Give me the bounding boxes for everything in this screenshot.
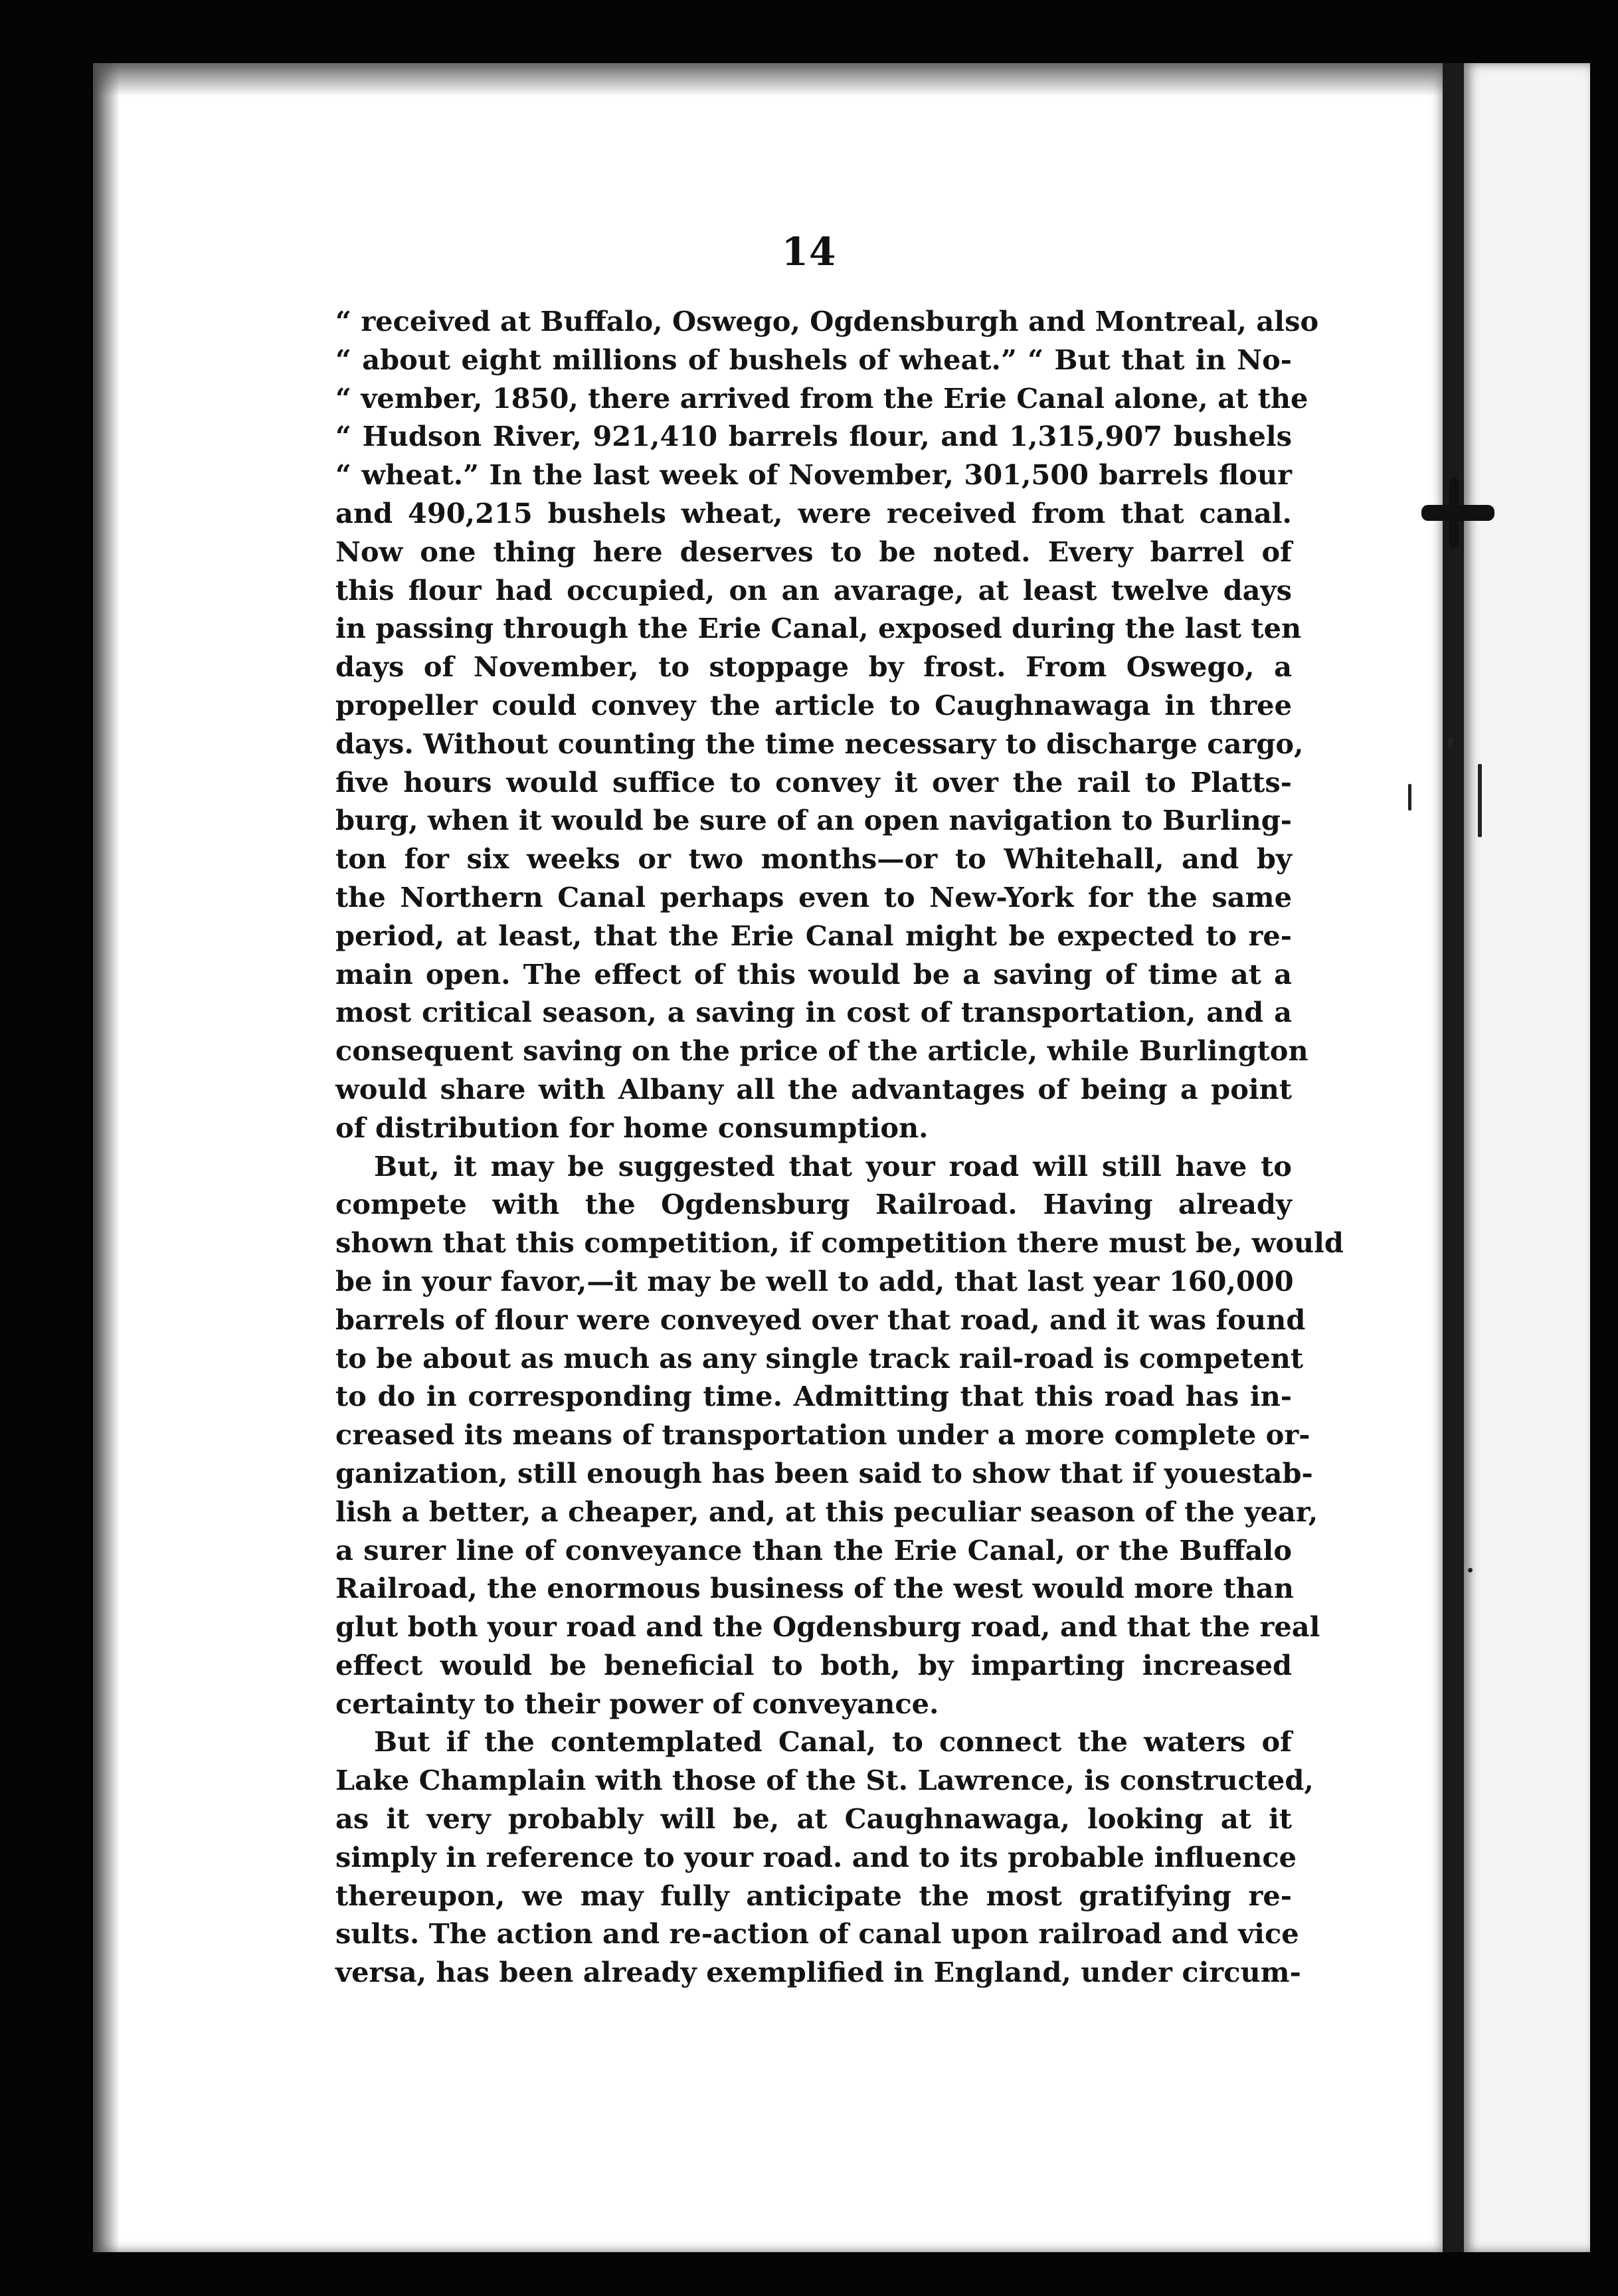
text-line: Lake Champlain with those of the St. Lawrence, is constructed, [335,1764,1314,1797]
text-line: ganization, still enough has been said to show that if youestab- [335,1456,1313,1489]
body-text [335,302,1344,1992]
text-line: barrels of flour were conveyed over that road, and it was found [335,1303,1306,1336]
scan-speck [1448,737,1453,747]
text-line: propeller could convey the article to Caughnawaga in three [335,688,1292,721]
text-line: main open. The effect of this would be a saving of time at a [335,957,1292,991]
text-line: this flour had occupied, on an avarage, at least twelve days [335,573,1292,607]
text-line: lish a better, a cheaper, and, at this peculiar season of the year, [335,1495,1318,1528]
text-line: of distribution for home consumption. [335,1111,929,1144]
text-line: But, it may be suggested that your road will still have to [374,1149,1292,1183]
text-line: Now one thing here deserves to be noted. Every barrel of [335,535,1292,568]
text-line: certainty to their power of conveyance. [335,1687,939,1720]
text-line: But if the contemplated Canal, to connect the waters of [374,1725,1292,1759]
text-line: sults. The action and re-action of canal upon railroad and vice [335,1917,1299,1951]
page-binding [1443,63,1464,2252]
adjacent-page-edge [1464,63,1590,2252]
binding-clip-bar [1421,505,1494,521]
text-line: in passing through the Erie Canal, exposed during the last ten [335,612,1302,645]
text-line: to be about as much as any single track rail-road is competent [335,1341,1304,1375]
text-line: days of November, to stoppage by frost. From Oswego, a [335,650,1292,684]
text-line: days. Without counting the time necessary to discharge cargo, [335,727,1304,760]
text-line: as it very probably will be, at Caughnawaga, looking at it [335,1802,1292,1836]
page-left-shadow [93,63,120,2252]
text-line: compete with the Ogdensburg Railroad. Having already [335,1188,1292,1221]
text-line: “ vember, 1850, there arrived from the Erie Canal alone, at the [335,381,1308,415]
text-line: creased its means of transportation under a more complete or- [335,1418,1310,1452]
text-line: “ Hudson River, 921,410 barrels flour, and 1,315,907 bushels [335,420,1292,453]
text-line: “ received at Buffalo, Oswego, Ogdensburgh and Montreal, also [335,305,1319,337]
page-number: 14 [781,229,837,274]
text-line: Railroad, the enormous business of the west would more than [335,1572,1294,1605]
scan-speck [1478,764,1482,837]
text-line: consequent saving on the price of the article, while Burlington [335,1034,1308,1068]
text-line: the Northern Canal perhaps even to New-York for the same [335,880,1292,913]
text-line: effect would be beneficial to both, by imparting increased [335,1648,1292,1681]
text-line: glut both your road and the Ogdensburg road, and that the real [335,1610,1320,1644]
text-line: thereupon, we may fully anticipate the most gratifying re- [335,1879,1292,1912]
text-line: simply in reference to your road. and to its probable influence [335,1840,1297,1873]
text-line: most critical season, a saving in cost of transportation, and a [335,996,1292,1029]
scan-speck [1408,784,1411,811]
text-line: shown that this competition, if competition there must be, would [335,1226,1344,1260]
text-line: burg, when it would be sure of an open navigation to Burling- [335,804,1292,837]
text-line: would share with Albany all the advantages of being a point [335,1072,1292,1105]
text-line: five hours would suffice to convey it over the rail to Platts- [335,765,1292,799]
text-line: and 490,215 bushels wheat, were received from that canal. [335,496,1292,529]
text-line: a surer line of conveyance than the Erie Canal, or the Buffalo [335,1533,1292,1567]
text-line: ton for six weeks or two months—or to Whitehall, and by [335,842,1292,876]
text-line: to do in corresponding time. Admitting that this road has in- [335,1380,1292,1413]
text-line: “ about eight millions of bushels of wheat.” “ But that in No- [335,343,1292,376]
scan-speck [1468,1568,1473,1573]
page-top-shadow [93,63,1443,96]
text-line: period, at least, that the Erie Canal might be expected to re- [335,919,1292,952]
text-line: be in your favor,—it may be well to add, that last year 160,000 [335,1264,1294,1297]
text-line: versa, has been already exemplified in England, under circum- [335,1956,1301,1989]
text-line: “ wheat.” In the last week of November, 301,500 barrels flour [335,458,1292,492]
